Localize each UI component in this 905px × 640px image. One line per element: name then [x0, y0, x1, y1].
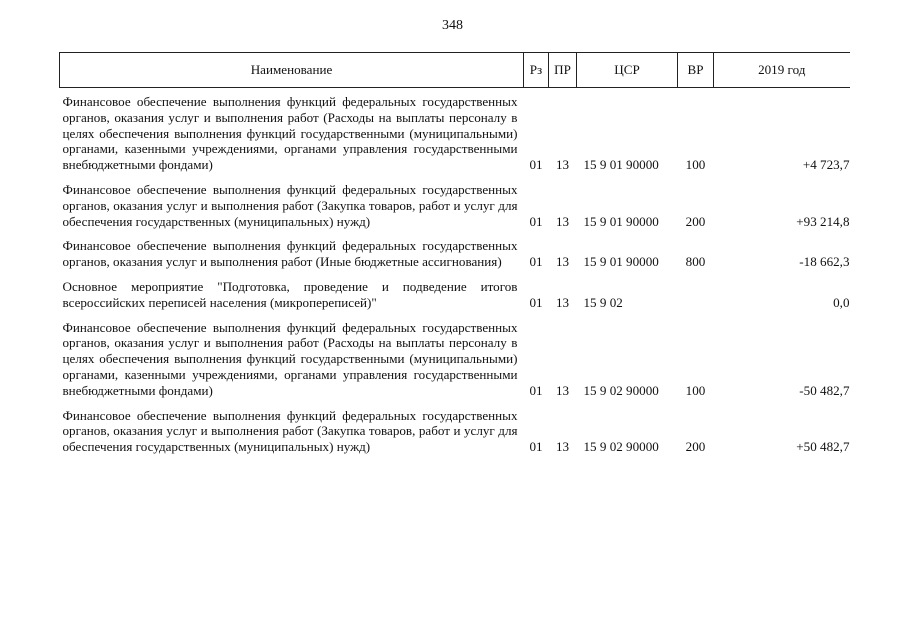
table-row	[60, 311, 850, 399]
table-row	[60, 399, 850, 455]
row-csr: 15 9 02 90000	[583, 439, 659, 455]
header-pr: ПР	[549, 53, 577, 88]
row-vr	[678, 270, 714, 311]
header-name: Наименование	[60, 53, 524, 88]
row-name: Финансовое обеспечение выполнения функций федеральных государственных органов, оказания услуг и выполнения работ (Закупка товаров, работ и услуг для обеспечения государственных (муниципальных) нужд)	[62, 181, 518, 229]
row-name: Финансовое обеспечение выполнения функций федеральных государственных органов, оказания услуг и выполнения работ (Расходы на выплаты персоналу в целях обеспечения выполнения функций государственными (муниципальными) органами, казенными учреждениями, органами управления государственными внебюджетными фондами)	[62, 319, 518, 398]
row-rz: 01	[529, 294, 543, 310]
table-row	[60, 88, 850, 173]
table-header	[60, 53, 850, 88]
header-vr: ВР	[678, 53, 714, 88]
row-rz: 01	[529, 254, 543, 270]
row-name: Финансовое обеспечение выполнения функций федеральных государственных органов, оказания услуг и выполнения работ (Расходы на выплаты персоналу в целях обеспечения выполнения функций государственными (муниципальными) органами, казенными учреждениями, органами управления государственными внебюджетными фондами)	[62, 94, 518, 173]
row-csr: 15 9 02	[583, 294, 623, 310]
header-rz: Рз	[524, 53, 549, 88]
row-amount: -50 482,7	[799, 382, 850, 398]
row-pr: 13	[555, 213, 570, 229]
table-row	[60, 173, 850, 229]
row-vr: 200	[685, 213, 706, 229]
row-vr: 200	[685, 439, 706, 455]
table-row	[60, 229, 850, 270]
row-name: Финансовое обеспечение выполнения функций федеральных государственных органов, оказания услуг и выполнения работ (Иные бюджетные ассигнования)	[62, 238, 518, 270]
row-pr: 13	[555, 439, 570, 455]
page-number: 348	[442, 18, 463, 33]
row-vr: 100	[685, 382, 706, 398]
row-name: Основное мероприятие "Подготовка, проведение и подведение итогов всероссийских переписей населения (микропереписей)"	[62, 278, 518, 310]
row-csr: 15 9 02 90000	[583, 382, 659, 398]
row-amount: 0,0	[833, 294, 850, 310]
table-body	[60, 88, 850, 455]
budget-table	[59, 52, 850, 455]
row-pr: 13	[555, 254, 570, 270]
header-csr: ЦСР	[577, 53, 678, 88]
row-amount: +50 482,7	[796, 439, 850, 455]
row-pr: 13	[555, 157, 570, 173]
row-rz: 01	[529, 439, 543, 455]
row-csr: 15 9 01 90000	[583, 157, 659, 173]
row-rz: 01	[529, 213, 543, 229]
row-amount: +93 214,8	[796, 213, 850, 229]
row-amount: +4 723,7	[802, 157, 850, 173]
row-rz: 01	[529, 382, 543, 398]
row-amount: -18 662,3	[799, 254, 850, 270]
row-csr: 15 9 01 90000	[583, 213, 659, 229]
row-vr: 800	[685, 254, 706, 270]
table-row	[60, 270, 850, 311]
row-pr: 13	[555, 294, 570, 310]
row-csr: 15 9 01 90000	[583, 254, 659, 270]
row-name: Финансовое обеспечение выполнения функций федеральных государственных органов, оказания услуг и выполнения работ (Закупка товаров, работ и услуг для обеспечения государственных (муниципальных) нужд)	[62, 407, 518, 455]
header-year: 2019 год	[714, 53, 850, 88]
row-rz: 01	[529, 157, 543, 173]
row-pr: 13	[555, 382, 570, 398]
row-vr: 100	[685, 157, 706, 173]
